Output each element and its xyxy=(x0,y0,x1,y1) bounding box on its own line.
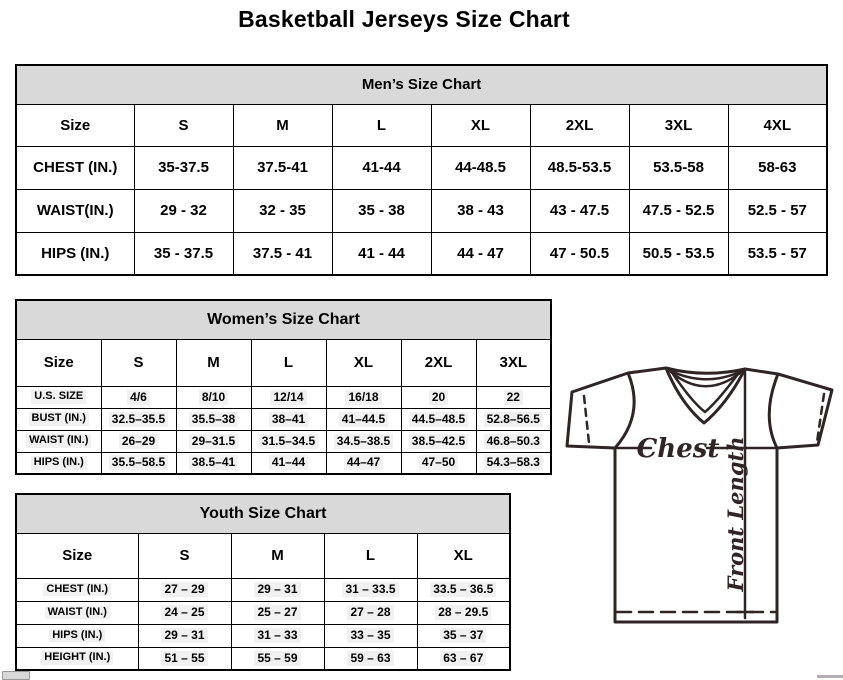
column-header-row xyxy=(16,339,551,386)
row-label-waist: WAIST(IN.) xyxy=(16,189,134,232)
row-label-chest: CHEST (IN.) xyxy=(16,578,138,601)
column-header-xl: XL xyxy=(326,339,401,386)
size-value-cell: 43 - 47.5 xyxy=(530,189,629,232)
size-value-cell: 48.5-53.5 xyxy=(530,146,629,189)
column-header-m: M xyxy=(176,339,251,386)
size-value-cell: 25 – 27 xyxy=(231,601,324,624)
size-value-cell: 41–44 xyxy=(251,452,326,474)
mens-table-title: Men’s Size Chart xyxy=(16,65,827,104)
column-header-xl: XL xyxy=(417,533,510,578)
size-value-cell: 44–47 xyxy=(326,452,401,474)
column-header-s: S xyxy=(101,339,176,386)
size-value-cell: 35 - 37.5 xyxy=(134,232,233,275)
size-value-cell: 31.5–34.5 xyxy=(251,430,326,452)
womens-size-table xyxy=(15,299,552,475)
jersey-diagram xyxy=(559,356,843,624)
size-value-cell: 35-37.5 xyxy=(134,146,233,189)
size-value-cell: 27 – 29 xyxy=(138,578,231,601)
column-header-m: M xyxy=(231,533,324,578)
column-header-s: S xyxy=(138,533,231,578)
size-value-cell: 33.5 – 36.5 xyxy=(417,578,510,601)
table-row xyxy=(16,146,827,189)
size-value-cell: 44 - 47 xyxy=(431,232,530,275)
size-value-cell: 35.5–38 xyxy=(176,408,251,430)
size-value-cell: 50.5 - 53.5 xyxy=(629,232,728,275)
size-value-cell: 29–31.5 xyxy=(176,430,251,452)
table-row xyxy=(16,578,510,601)
column-header-size: Size xyxy=(16,533,138,578)
column-header-row xyxy=(16,104,827,146)
size-value-cell: 55 – 59 xyxy=(231,647,324,670)
table-row xyxy=(16,430,551,452)
size-value-cell: 59 – 63 xyxy=(324,647,417,670)
table-row xyxy=(16,624,510,647)
size-value-cell: 52.5 - 57 xyxy=(728,189,827,232)
table-title-row xyxy=(16,300,551,339)
mens-size-table xyxy=(15,64,828,276)
row-label-height: HEIGHT (IN.) xyxy=(16,647,138,670)
row-label-hips: HIPS (IN.) xyxy=(16,232,134,275)
row-label-bust: BUST (IN.) xyxy=(16,408,101,430)
front-length-label: Front Length xyxy=(723,436,748,592)
page-title: Basketball Jerseys Size Chart xyxy=(238,6,570,32)
size-value-cell: 31 – 33 xyxy=(231,624,324,647)
size-value-cell: 63 – 67 xyxy=(417,647,510,670)
table-row xyxy=(16,232,827,275)
table-title-row xyxy=(16,494,510,533)
size-value-cell: 35 - 38 xyxy=(332,189,431,232)
size-value-cell: 29 – 31 xyxy=(231,578,324,601)
size-value-cell: 46.8–50.3 xyxy=(476,430,551,452)
size-value-cell: 20 xyxy=(401,386,476,408)
row-label-chest: CHEST (IN.) xyxy=(16,146,134,189)
column-header-row xyxy=(16,533,510,578)
size-value-cell: 51 – 55 xyxy=(138,647,231,670)
size-value-cell: 37.5 - 41 xyxy=(233,232,332,275)
table-row xyxy=(16,408,551,430)
size-value-cell: 29 - 32 xyxy=(134,189,233,232)
column-header-2xl: 2XL xyxy=(401,339,476,386)
chest-label: Chest xyxy=(636,434,720,464)
column-header-l: L xyxy=(332,104,431,146)
table-row xyxy=(16,647,510,670)
size-value-cell: 53.5 - 57 xyxy=(728,232,827,275)
size-value-cell: 53.5-58 xyxy=(629,146,728,189)
youth-size-table xyxy=(15,493,511,671)
size-value-cell: 26–29 xyxy=(101,430,176,452)
size-value-cell: 41-44 xyxy=(332,146,431,189)
column-header-xl: XL xyxy=(431,104,530,146)
column-header-l: L xyxy=(251,339,326,386)
size-value-cell: 34.5–38.5 xyxy=(326,430,401,452)
size-value-cell: 35 – 37 xyxy=(417,624,510,647)
scrollbar-thumb-fragment[interactable] xyxy=(817,675,843,678)
size-value-cell: 41–44.5 xyxy=(326,408,401,430)
size-value-cell: 27 – 28 xyxy=(324,601,417,624)
column-header-4xl: 4XL xyxy=(728,104,827,146)
size-value-cell: 28 – 29.5 xyxy=(417,601,510,624)
size-value-cell: 12/14 xyxy=(251,386,326,408)
column-header-3xl: 3XL xyxy=(629,104,728,146)
table-title-row xyxy=(16,65,827,104)
column-header-s: S xyxy=(134,104,233,146)
size-value-cell: 52.8–56.5 xyxy=(476,408,551,430)
size-value-cell: 8/10 xyxy=(176,386,251,408)
table-row xyxy=(16,386,551,408)
size-value-cell: 47.5 - 52.5 xyxy=(629,189,728,232)
column-header-2xl: 2XL xyxy=(530,104,629,146)
womens-table-title: Women’s Size Chart xyxy=(16,300,551,339)
size-value-cell: 22 xyxy=(476,386,551,408)
size-value-cell: 44-48.5 xyxy=(431,146,530,189)
size-value-cell: 58-63 xyxy=(728,146,827,189)
size-value-cell: 37.5-41 xyxy=(233,146,332,189)
column-header-size: Size xyxy=(16,339,101,386)
row-label-us-size: U.S. SIZE xyxy=(16,386,101,408)
size-value-cell: 32 - 35 xyxy=(233,189,332,232)
table-row xyxy=(16,189,827,232)
size-value-cell: 24 – 25 xyxy=(138,601,231,624)
row-label-waist: WAIST (IN.) xyxy=(16,430,101,452)
size-value-cell: 38.5–42.5 xyxy=(401,430,476,452)
row-label-hips: HIPS (IN.) xyxy=(16,452,101,474)
collar-top-edge xyxy=(666,368,745,373)
size-value-cell: 35.5–58.5 xyxy=(101,452,176,474)
size-value-cell: 33 – 35 xyxy=(324,624,417,647)
size-value-cell: 4/6 xyxy=(101,386,176,408)
size-value-cell: 29 – 31 xyxy=(138,624,231,647)
size-value-cell: 41 - 44 xyxy=(332,232,431,275)
column-header-3xl: 3XL xyxy=(476,339,551,386)
size-value-cell: 47 - 50.5 xyxy=(530,232,629,275)
size-value-cell: 31 – 33.5 xyxy=(324,578,417,601)
size-value-cell: 38 - 43 xyxy=(431,189,530,232)
size-value-cell: 54.3–58.3 xyxy=(476,452,551,474)
table-row xyxy=(16,601,510,624)
size-value-cell: 44.5–48.5 xyxy=(401,408,476,430)
row-label-hips: HIPS (IN.) xyxy=(16,624,138,647)
youth-table-title: Youth Size Chart xyxy=(16,494,510,533)
size-value-cell: 16/18 xyxy=(326,386,401,408)
size-value-cell: 38–41 xyxy=(251,408,326,430)
size-value-cell: 32.5–35.5 xyxy=(101,408,176,430)
column-header-m: M xyxy=(233,104,332,146)
row-label-waist: WAIST (IN.) xyxy=(16,601,138,624)
column-header-size: Size xyxy=(16,104,134,146)
column-header-l: L xyxy=(324,533,417,578)
table-row xyxy=(16,452,551,474)
size-value-cell: 47–50 xyxy=(401,452,476,474)
size-value-cell: 38.5–41 xyxy=(176,452,251,474)
